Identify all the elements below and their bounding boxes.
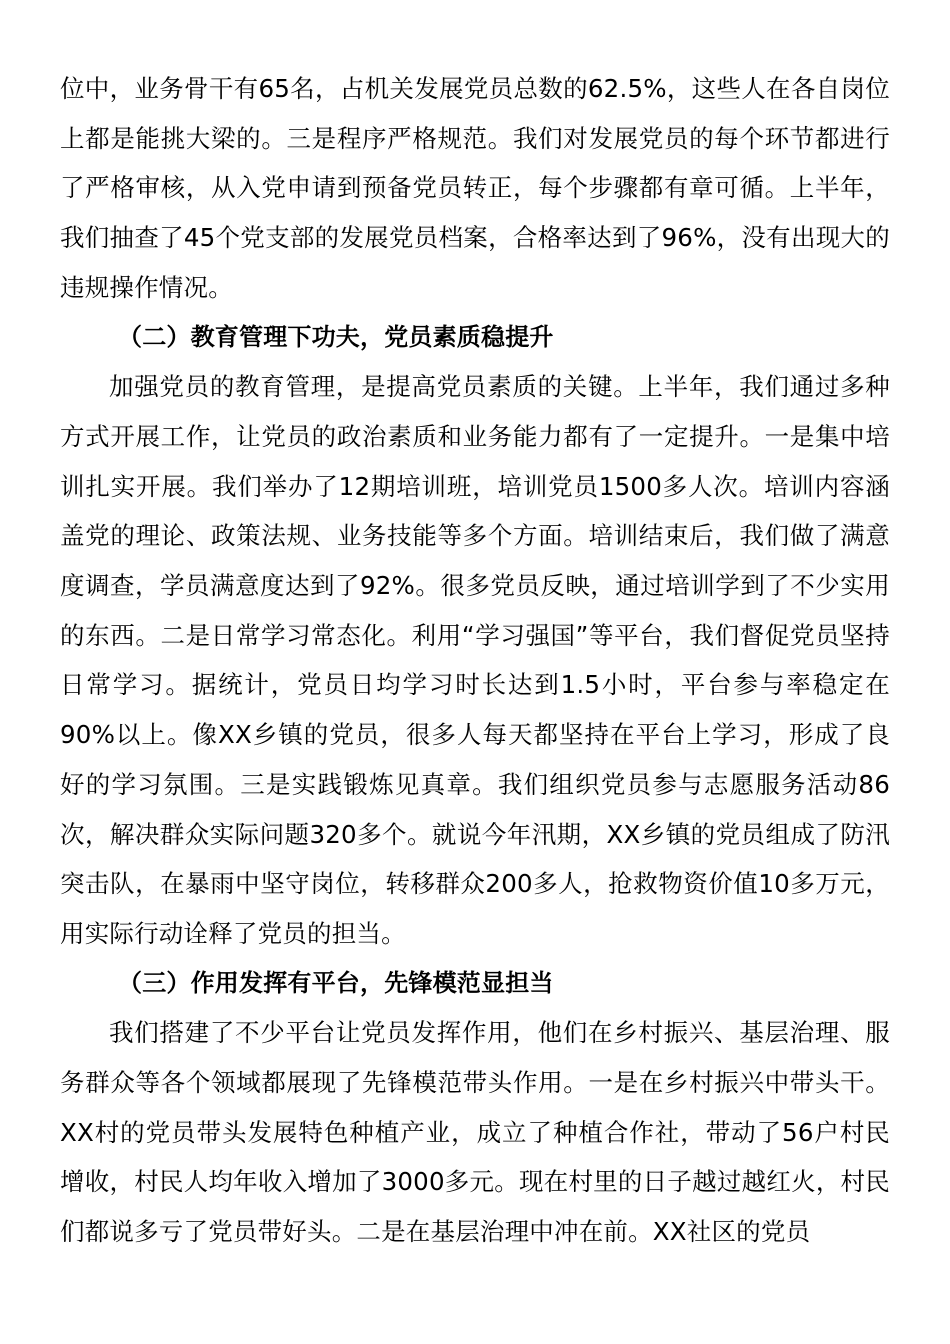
body-paragraph-2: 加强党员的教育管理，是提高党员素质的关键。上半年，我们通过多种方式开展工作，让党员的政治素质和业务能力都有了一定提升。一是集中培训扎实开展。我们举办了12期培训班，培训党员1500多人次。培训内容涵盖党的理论、政策法规、业务技能等多个方面。培训结束后，我们做了满意度调查，学员满意度达到了92%。很多党员反映，通过培训学到了不少实用的东西。二是日常学习常态化。利用“学习强国”等平台，我们督促党员坚持日常学习。据统计，党员日均学习时长达到1.5小时，平台参与率稳定在90%以上。像XX乡镇的党员，很多人每天都坚持在平台上学习，形成了良好的学习氛围。三是实践锻炼见真章。我们组织党员参与志愿服务活动86次，解决群众实际问题320多个。就说今年汛期，XX乡镇的党员组成了防汛突击队，在暴雨中坚守岗位，转移群众200多人，抢救物资价值10多万元，用实际行动诠释了党员的担当。 bbox=[60, 372, 890, 948]
body-paragraph-3: 我们搭建了不少平台让党员发挥作用，他们在乡村振兴、基层治理、服务群众等各个领域都展现了先锋模范带头作用。一是在乡村振兴中带头干。XX村的党员带头发展特色种植产业，成立了种植合作社，带动了56户村民增收，村民人均年收入增加了3000多元。现在村里的日子越过越红火，村民们都说多亏了党员带好头。二是在基层治理中冲在前。XX社区的党员 bbox=[60, 1018, 890, 1247]
section-heading-2: （二）教育管理下功夫，党员素质稳提升 bbox=[118, 322, 554, 351]
section-heading-3: （三）作用发挥有平台，先锋模范显担当 bbox=[118, 968, 554, 997]
body-paragraph-1: 位中，业务骨干有65名，占机关发展党员总数的62.5%，这些人在各自岗位上都是能挑大梁的。三是程序严格规范。我们对发展党员的每个环节都进行了严格审核，从入党申请到预备党员转正，每个步骤都有章可循。上半年，我们抽查了45个党支部的发展党员档案，合格率达到了96%，没有出现大的违规操作情况。 bbox=[60, 74, 890, 302]
document-page bbox=[60, 64, 890, 1257]
